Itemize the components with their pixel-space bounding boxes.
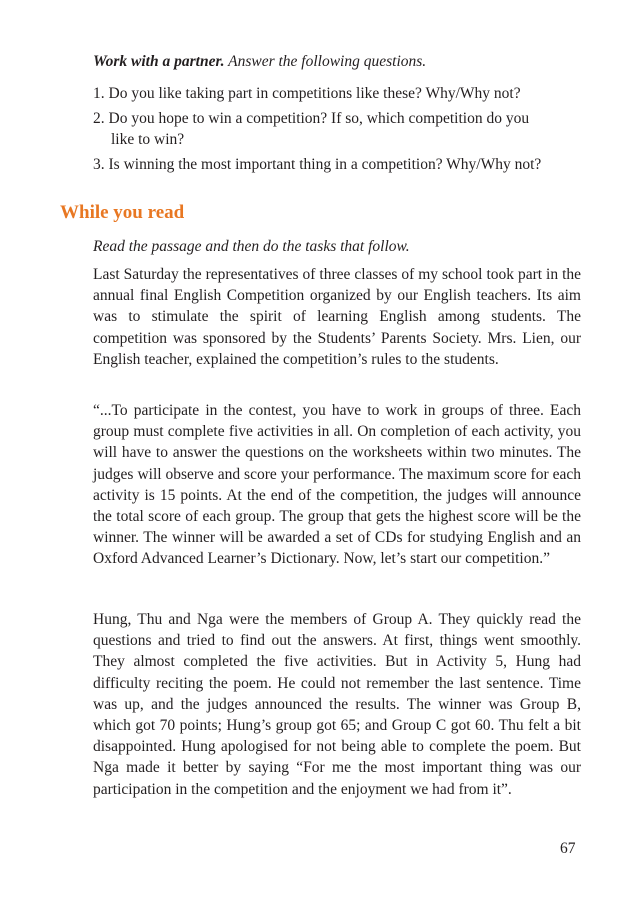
- page-number: 67: [560, 840, 576, 857]
- instruction-rest: Answer the following questions.: [224, 53, 427, 70]
- partner-instruction: [93, 53, 426, 71]
- question-2-continued: like to win?: [111, 131, 185, 148]
- question-1: 1. Do you like taking part in competitions like these? Why/Why not?: [93, 85, 521, 102]
- passage-paragraph-1: Last Saturday the representatives of three classes of my school took part in the annual final English Competition organized by our English teachers. Its aim was to stimulate the spirit of learning English among students. The competition was sponsored by the Students’ Parents Society. Mrs. Lien, our English teacher, explained the competition’s rules to the students.: [93, 266, 581, 368]
- passage-paragraph-2: “...To participate in the contest, you have to work in groups of three. Each group must complete five activities in all. On completion of each activity, you will have to answer the questions on the worksheets within two minutes. The judges will observe and score your performance. The maximum score for each activity is 15 points. At the end of the competition, the judges will announce the total score of each group. The group that gets the highest score will be the winner. The winner will be awarded a set of CDs for studying English and an Oxford Advanced Learner’s Dictionary. Now, let’s start our competition.”: [93, 402, 581, 568]
- passage-paragraph-3: Hung, Thu and Nga were the members of Group A. They quickly read the questions and tried to find out the answers. At first, things went smoothly. They almost completed the five activities. But in Activity 5, Hung had difficulty reciting the poem. He could not remember the last sentence. Time was up, and the judges announced the results. The winner was Group B, which got 70 points; Hung’s group got 65; and Group C got 60. Thu felt a bit disappointed. Hung apologised for not being able to complete the poem. But Nga made it better by saying “For me the most important thing was our participation in the competition and the enjoyment we had from it”.: [93, 611, 581, 798]
- question-2: 2. Do you hope to win a competition? If so, which competition do you: [93, 110, 530, 127]
- section-title: While you read: [60, 202, 185, 223]
- instruction-bold: Work with a partner.: [93, 53, 225, 70]
- question-3: 3. Is winning the most important thing in a competition? Why/Why not?: [93, 156, 542, 173]
- reading-instruction: Read the passage and then do the tasks that follow.: [93, 238, 410, 255]
